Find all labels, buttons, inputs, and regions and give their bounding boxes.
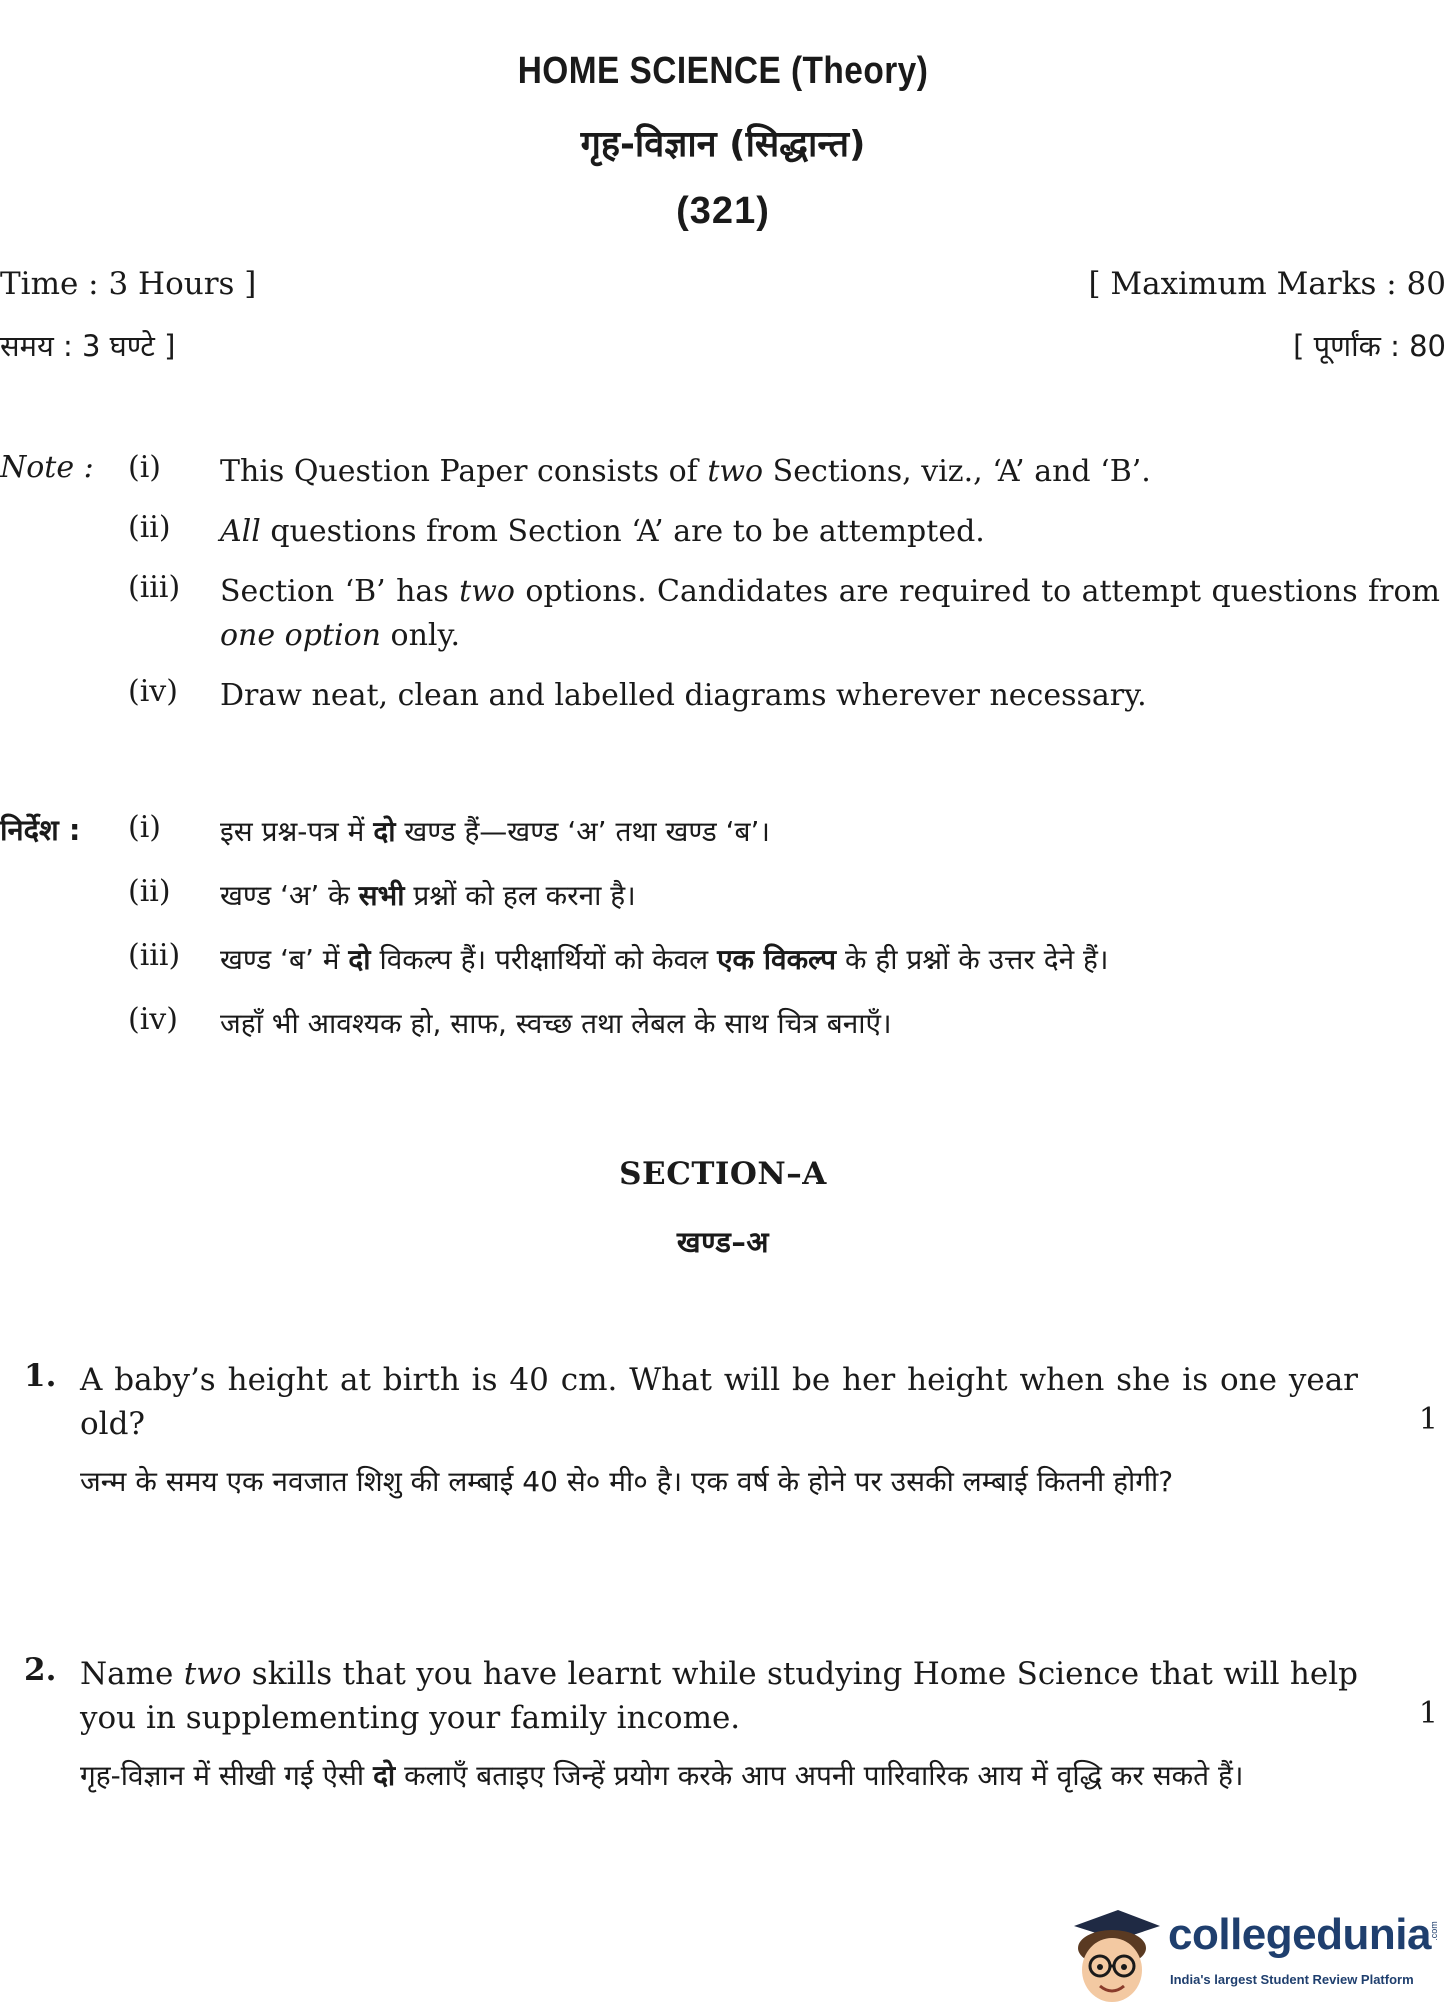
question-marks: 1 [1418, 1402, 1438, 1437]
note-item-text: All questions from Section ‘A’ are to be attempted. [220, 514, 985, 549]
question-number: 2. [24, 1652, 57, 1688]
note-heading: Note : [0, 450, 94, 485]
question-text: A baby’s height at birth is 40 cm. What will be her height when she is one year old? [80, 1362, 1358, 1442]
question-number: 1. [24, 1358, 57, 1394]
max-marks-label: [ Maximum Marks : 80 [1088, 266, 1446, 302]
brand-tagline: India's largest Student Review Platform [1170, 1972, 1414, 1987]
note-item-number: (iii) [128, 938, 181, 973]
section-title-hindi: खण्ड–अ [676, 1225, 770, 1259]
note-item-number: (iv) [128, 1002, 178, 1037]
note-item-text: खण्ड ‘अ’ के सभी प्रश्नों को हल करना है। [220, 879, 636, 912]
note-item-text: This Question Paper consists of two Sections, viz., ‘A’ and ‘B’. [220, 454, 1151, 489]
paper-title-hindi: गृह-विज्ञान (सिद्धान्त) [580, 124, 866, 165]
paper-code: (321) [676, 190, 770, 232]
section-title: SECTION–A [619, 1156, 827, 1192]
note-item-text: इस प्रश्न-पत्र में दो खण्ड हैं—खण्ड ‘अ’ तथा खण्ड ‘ब’। [220, 815, 770, 848]
max-marks-label-hindi: [ पूर्णांक : 80 [1293, 329, 1446, 363]
brand-suffix: .com [1428, 1921, 1439, 1941]
note-item-number: (i) [128, 810, 162, 845]
brand-name: collegedunia [1168, 1910, 1431, 1959]
note-item-number: (iii) [128, 570, 181, 605]
question-text: Name two skills that you have learnt while studying Home Science that will help you in supplementing your family income. [80, 1656, 1358, 1736]
note-item-number: (ii) [128, 510, 171, 545]
note-item-text: खण्ड ‘ब’ में दो विकल्प हैं। परीक्षार्थियों को केवल एक विकल्प के ही प्रश्नों के उत्तर देने हैं। [220, 943, 1109, 976]
mascot-icon [1060, 1896, 1166, 2008]
question-text-hindi: जन्म के समय एक नवजात शिशु की लम्बाई 40 से० मी० है। एक वर्ष के होने पर उसकी लम्बाई कितनी होगी? [80, 1465, 1174, 1498]
note-item-number: (i) [128, 450, 162, 485]
note-item-text: जहाँ भी आवश्यक हो, साफ, स्वच्छ तथा लेबल के साथ चित्र बनाएँ। [220, 1007, 892, 1040]
note-item-number: (iv) [128, 674, 178, 709]
question-text-hindi: गृह-विज्ञान में सीखी गई ऐसी दो कलाएँ बताइए जिन्हें प्रयोग करके आप अपनी पारिवारिक आय में वृद्धि कर सकते हैं। [80, 1759, 1244, 1792]
note-item-number: (ii) [128, 874, 171, 909]
note-heading-hindi: निर्देश : [0, 813, 81, 847]
collegedunia-watermark [1060, 1896, 1440, 2008]
note-item-text: Draw neat, clean and labelled diagrams wherever necessary. [220, 678, 1147, 713]
time-label: Time : 3 Hours ] [0, 266, 257, 302]
paper-title: HOME SCIENCE (Theory) [517, 50, 929, 92]
question-marks: 1 [1418, 1696, 1438, 1731]
note-item-text: Section ‘B’ has two options. Candidates are required to attempt questions from one option only. [220, 574, 1440, 653]
time-label-hindi: समय : 3 घण्टे ] [0, 329, 176, 363]
